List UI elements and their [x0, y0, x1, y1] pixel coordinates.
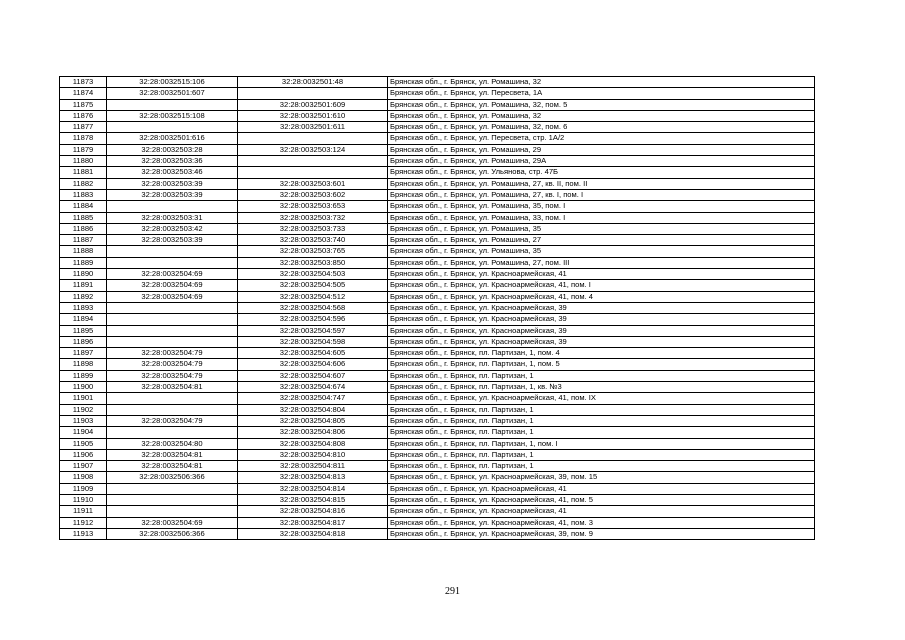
land-cadastral-number-cell: [107, 325, 238, 336]
building-cadastral-number-cell: 32:28:0032504:810: [238, 449, 388, 460]
address-cell: Брянская обл., г. Брянск, пл. Партизан, 1: [388, 461, 815, 472]
row-number-cell: 11888: [60, 246, 107, 257]
row-number-cell: 11909: [60, 483, 107, 494]
building-cadastral-number-cell: 32:28:0032504:503: [238, 269, 388, 280]
row-number-cell: 11898: [60, 359, 107, 370]
row-number-cell: 11905: [60, 438, 107, 449]
address-cell: Брянская обл., г. Брянск, ул. Ромашина, 35: [388, 223, 815, 234]
building-cadastral-number-cell: 32:28:0032504:505: [238, 280, 388, 291]
building-cadastral-number-cell: 32:28:0032504:674: [238, 382, 388, 393]
row-number-cell: 11900: [60, 382, 107, 393]
building-cadastral-number-cell: [238, 156, 388, 167]
land-cadastral-number-cell: [107, 302, 238, 313]
address-cell: Брянская обл., г. Брянск, ул. Красноармейская, 41, пом. I: [388, 280, 815, 291]
building-cadastral-number-cell: 32:28:0032501:48: [238, 77, 388, 88]
land-cadastral-number-cell: 32:28:0032504:69: [107, 280, 238, 291]
row-number-cell: 11901: [60, 393, 107, 404]
land-cadastral-number-cell: 32:28:0032504:69: [107, 291, 238, 302]
row-number-cell: 11894: [60, 314, 107, 325]
land-cadastral-number-cell: 32:28:0032503:46: [107, 167, 238, 178]
land-cadastral-number-cell: 32:28:0032504:79: [107, 348, 238, 359]
table-row: [60, 291, 815, 302]
table-row: [60, 506, 815, 517]
building-cadastral-number-cell: 32:28:0032504:804: [238, 404, 388, 415]
land-cadastral-number-cell: 32:28:0032504:81: [107, 449, 238, 460]
row-number-cell: 11875: [60, 99, 107, 110]
row-number-cell: 11896: [60, 336, 107, 347]
table-row: [60, 223, 815, 234]
table-row: [60, 461, 815, 472]
table-row: [60, 77, 815, 88]
table-row: [60, 257, 815, 268]
address-cell: Брянская обл., г. Брянск, пл. Партизан, 1: [388, 404, 815, 415]
building-cadastral-number-cell: 32:28:0032504:747: [238, 393, 388, 404]
land-cadastral-number-cell: 32:28:0032503:31: [107, 212, 238, 223]
land-cadastral-number-cell: [107, 246, 238, 257]
land-cadastral-number-cell: [107, 257, 238, 268]
table-row: [60, 280, 815, 291]
row-number-cell: 11899: [60, 370, 107, 381]
row-number-cell: 11890: [60, 269, 107, 280]
row-number-cell: 11882: [60, 178, 107, 189]
table-row: [60, 415, 815, 426]
address-cell: Брянская обл., г. Брянск, ул. Ромашина, 32: [388, 110, 815, 121]
address-cell: Брянская обл., г. Брянск, ул. Красноармейская, 41, пом. 4: [388, 291, 815, 302]
address-cell: Брянская обл., г. Брянск, ул. Ромашина, 27, пом. III: [388, 257, 815, 268]
land-cadastral-number-cell: [107, 336, 238, 347]
table-row: [60, 156, 815, 167]
row-number-cell: 11912: [60, 517, 107, 528]
address-cell: Брянская обл., г. Брянск, пл. Партизан, 1: [388, 427, 815, 438]
row-number-cell: 11884: [60, 201, 107, 212]
building-cadastral-number-cell: 32:28:0032503:124: [238, 144, 388, 155]
building-cadastral-number-cell: 32:28:0032503:850: [238, 257, 388, 268]
land-cadastral-number-cell: [107, 506, 238, 517]
land-cadastral-number-cell: 32:28:0032501:607: [107, 88, 238, 99]
building-cadastral-number-cell: [238, 88, 388, 99]
address-cell: Брянская обл., г. Брянск, пл. Партизан, 1, пом. 4: [388, 348, 815, 359]
land-cadastral-number-cell: [107, 393, 238, 404]
land-cadastral-number-cell: 32:28:0032515:108: [107, 110, 238, 121]
land-cadastral-number-cell: 32:28:0032504:81: [107, 382, 238, 393]
table-row: [60, 167, 815, 178]
table-row: [60, 517, 815, 528]
building-cadastral-number-cell: 32:28:0032503:733: [238, 223, 388, 234]
address-cell: Брянская обл., г. Брянск, пл. Партизан, 1, кв. №3: [388, 382, 815, 393]
building-cadastral-number-cell: 32:28:0032504:816: [238, 506, 388, 517]
table-row: [60, 246, 815, 257]
address-cell: Брянская обл., г. Брянск, пл. Партизан, 1, пом. I: [388, 438, 815, 449]
building-cadastral-number-cell: 32:28:0032504:808: [238, 438, 388, 449]
land-cadastral-number-cell: [107, 122, 238, 133]
table-row: [60, 269, 815, 280]
building-cadastral-number-cell: 32:28:0032504:598: [238, 336, 388, 347]
address-cell: Брянская обл., г. Брянск, ул. Красноармейская, 39: [388, 336, 815, 347]
row-number-cell: 11874: [60, 88, 107, 99]
row-number-cell: 11889: [60, 257, 107, 268]
row-number-cell: 11892: [60, 291, 107, 302]
table-row: [60, 99, 815, 110]
row-number-cell: 11906: [60, 449, 107, 460]
address-cell: Брянская обл., г. Брянск, ул. Красноармейская, 39: [388, 302, 815, 313]
table-row: [60, 325, 815, 336]
row-number-cell: 11893: [60, 302, 107, 313]
row-number-cell: 11878: [60, 133, 107, 144]
land-cadastral-number-cell: 32:28:0032504:69: [107, 517, 238, 528]
table-row: [60, 348, 815, 359]
land-cadastral-number-cell: 32:28:0032515:106: [107, 77, 238, 88]
building-cadastral-number-cell: 32:28:0032503:740: [238, 235, 388, 246]
table-row: [60, 404, 815, 415]
page-number: 291: [445, 586, 460, 597]
row-number-cell: 11877: [60, 122, 107, 133]
address-cell: Брянская обл., г. Брянск, ул. Красноармейская, 39: [388, 325, 815, 336]
table-row: [60, 528, 815, 539]
building-cadastral-number-cell: 32:28:0032501:611: [238, 122, 388, 133]
building-cadastral-number-cell: 32:28:0032503:601: [238, 178, 388, 189]
address-cell: Брянская обл., г. Брянск, ул. Ульянова, стр. 47Б: [388, 167, 815, 178]
address-cell: Брянская обл., г. Брянск, ул. Красноармейская, 41: [388, 269, 815, 280]
land-cadastral-number-cell: [107, 494, 238, 505]
row-number-cell: 11904: [60, 427, 107, 438]
address-cell: Брянская обл., г. Брянск, ул. Ромашина, 27, кв. II, пом. II: [388, 178, 815, 189]
address-cell: Брянская обл., г. Брянск, пл. Партизан, 1: [388, 415, 815, 426]
address-cell: Брянская обл., г. Брянск, ул. Ромашина, 29А: [388, 156, 815, 167]
land-cadastral-number-cell: [107, 427, 238, 438]
table-row: [60, 382, 815, 393]
address-cell: Брянская обл., г. Брянск, ул. Ромашина, 29: [388, 144, 815, 155]
address-cell: Брянская обл., г. Брянск, ул. Красноармейская, 39, пом. 9: [388, 528, 815, 539]
table-row: [60, 110, 815, 121]
address-cell: Брянская обл., г. Брянск, ул. Ромашина, 33, пом. I: [388, 212, 815, 223]
building-cadastral-number-cell: 32:28:0032504:596: [238, 314, 388, 325]
building-cadastral-number-cell: 32:28:0032504:805: [238, 415, 388, 426]
table-row: [60, 178, 815, 189]
table-row: [60, 472, 815, 483]
row-number-cell: 11883: [60, 189, 107, 200]
row-number-cell: 11886: [60, 223, 107, 234]
table-row: [60, 494, 815, 505]
address-cell: Брянская обл., г. Брянск, ул. Красноармейская, 41, пом. 3: [388, 517, 815, 528]
address-cell: Брянская обл., г. Брянск, пл. Партизан, 1: [388, 370, 815, 381]
land-cadastral-number-cell: 32:28:0032501:616: [107, 133, 238, 144]
address-cell: Брянская обл., г. Брянск, ул. Ромашина, 27, кв. I, пом. I: [388, 189, 815, 200]
address-cell: Брянская обл., г. Брянск, ул. Ромашина, 35: [388, 246, 815, 257]
land-cadastral-number-cell: [107, 404, 238, 415]
building-cadastral-number-cell: 32:28:0032503:602: [238, 189, 388, 200]
building-cadastral-number-cell: 32:28:0032504:597: [238, 325, 388, 336]
building-cadastral-number-cell: 32:28:0032504:817: [238, 517, 388, 528]
row-number-cell: 11880: [60, 156, 107, 167]
land-cadastral-number-cell: 32:28:0032503:28: [107, 144, 238, 155]
building-cadastral-number-cell: 32:28:0032503:732: [238, 212, 388, 223]
building-cadastral-number-cell: 32:28:0032504:607: [238, 370, 388, 381]
row-number-cell: 11903: [60, 415, 107, 426]
table-row: [60, 314, 815, 325]
land-cadastral-number-cell: 32:28:0032503:39: [107, 235, 238, 246]
land-cadastral-number-cell: 32:28:0032504:81: [107, 461, 238, 472]
address-cell: Брянская обл., г. Брянск, ул. Красноармейская, 41: [388, 506, 815, 517]
table-row: [60, 201, 815, 212]
land-cadastral-number-cell: 32:28:0032506:366: [107, 472, 238, 483]
address-cell: Брянская обл., г. Брянск, ул. Красноармейская, 39, пом. 15: [388, 472, 815, 483]
row-number-cell: 11873: [60, 77, 107, 88]
land-cadastral-number-cell: 32:28:0032504:79: [107, 370, 238, 381]
land-cadastral-number-cell: 32:28:0032503:39: [107, 189, 238, 200]
building-cadastral-number-cell: [238, 167, 388, 178]
table-row: [60, 393, 815, 404]
building-cadastral-number-cell: 32:28:0032504:512: [238, 291, 388, 302]
building-cadastral-number-cell: 32:28:0032501:610: [238, 110, 388, 121]
building-cadastral-number-cell: 32:28:0032504:568: [238, 302, 388, 313]
address-cell: Брянская обл., г. Брянск, ул. Ромашина, 27: [388, 235, 815, 246]
table-row: [60, 359, 815, 370]
land-cadastral-number-cell: 32:28:0032504:69: [107, 269, 238, 280]
address-cell: Брянская обл., г. Брянск, ул. Красноармейская, 39: [388, 314, 815, 325]
table-row: [60, 336, 815, 347]
table-row: [60, 370, 815, 381]
table-row: [60, 88, 815, 99]
address-cell: Брянская обл., г. Брянск, ул. Ромашина, 35, пом. I: [388, 201, 815, 212]
address-cell: Брянская обл., г. Брянск, ул. Ромашина, 32, пом. 5: [388, 99, 815, 110]
row-number-cell: 11879: [60, 144, 107, 155]
building-cadastral-number-cell: 32:28:0032504:605: [238, 348, 388, 359]
land-cadastral-number-cell: [107, 483, 238, 494]
table-row: [60, 302, 815, 313]
row-number-cell: 11910: [60, 494, 107, 505]
address-cell: Брянская обл., г. Брянск, ул. Пересвета, стр. 1А/2: [388, 133, 815, 144]
land-cadastral-number-cell: [107, 314, 238, 325]
table-row: [60, 483, 815, 494]
building-cadastral-number-cell: 32:28:0032504:813: [238, 472, 388, 483]
land-cadastral-number-cell: 32:28:0032503:42: [107, 223, 238, 234]
building-cadastral-number-cell: 32:28:0032503:653: [238, 201, 388, 212]
table-row: [60, 427, 815, 438]
land-cadastral-number-cell: 32:28:0032504:79: [107, 415, 238, 426]
building-cadastral-number-cell: 32:28:0032503:765: [238, 246, 388, 257]
row-number-cell: 11902: [60, 404, 107, 415]
row-number-cell: 11887: [60, 235, 107, 246]
table-row: [60, 212, 815, 223]
land-cadastral-number-cell: 32:28:0032503:36: [107, 156, 238, 167]
table-row: [60, 133, 815, 144]
row-number-cell: 11907: [60, 461, 107, 472]
table-row: [60, 438, 815, 449]
registry-table-body: [60, 77, 815, 540]
building-cadastral-number-cell: 32:28:0032504:811: [238, 461, 388, 472]
table-row: [60, 122, 815, 133]
land-cadastral-number-cell: [107, 99, 238, 110]
building-cadastral-number-cell: 32:28:0032501:609: [238, 99, 388, 110]
building-cadastral-number-cell: 32:28:0032504:814: [238, 483, 388, 494]
row-number-cell: 11881: [60, 167, 107, 178]
building-cadastral-number-cell: [238, 133, 388, 144]
row-number-cell: 11895: [60, 325, 107, 336]
table-row: [60, 189, 815, 200]
land-cadastral-number-cell: 32:28:0032504:79: [107, 359, 238, 370]
address-cell: Брянская обл., г. Брянск, пл. Партизан, 1: [388, 449, 815, 460]
row-number-cell: 11911: [60, 506, 107, 517]
address-cell: Брянская обл., г. Брянск, пл. Партизан, 1, пом. 5: [388, 359, 815, 370]
row-number-cell: 11876: [60, 110, 107, 121]
land-cadastral-number-cell: 32:28:0032503:39: [107, 178, 238, 189]
address-cell: Брянская обл., г. Брянск, ул. Красноармейская, 41, пом. 5: [388, 494, 815, 505]
building-cadastral-number-cell: 32:28:0032504:818: [238, 528, 388, 539]
land-cadastral-number-cell: [107, 201, 238, 212]
address-cell: Брянская обл., г. Брянск, ул. Красноармейская, 41: [388, 483, 815, 494]
address-cell: Брянская обл., г. Брянск, ул. Пересвета, 1А: [388, 88, 815, 99]
address-cell: Брянская обл., г. Брянск, ул. Ромашина, 32: [388, 77, 815, 88]
table-row: [60, 449, 815, 460]
building-cadastral-number-cell: 32:28:0032504:606: [238, 359, 388, 370]
row-number-cell: 11913: [60, 528, 107, 539]
land-cadastral-number-cell: 32:28:0032504:80: [107, 438, 238, 449]
row-number-cell: 11891: [60, 280, 107, 291]
row-number-cell: 11908: [60, 472, 107, 483]
address-cell: Брянская обл., г. Брянск, ул. Ромашина, 32, пом. 6: [388, 122, 815, 133]
row-number-cell: 11897: [60, 348, 107, 359]
registry-table: [59, 76, 815, 540]
building-cadastral-number-cell: 32:28:0032504:806: [238, 427, 388, 438]
land-cadastral-number-cell: 32:28:0032506:366: [107, 528, 238, 539]
table-row: [60, 144, 815, 155]
table-row: [60, 235, 815, 246]
address-cell: Брянская обл., г. Брянск, ул. Красноармейская, 41, пом. IX: [388, 393, 815, 404]
row-number-cell: 11885: [60, 212, 107, 223]
building-cadastral-number-cell: 32:28:0032504:815: [238, 494, 388, 505]
